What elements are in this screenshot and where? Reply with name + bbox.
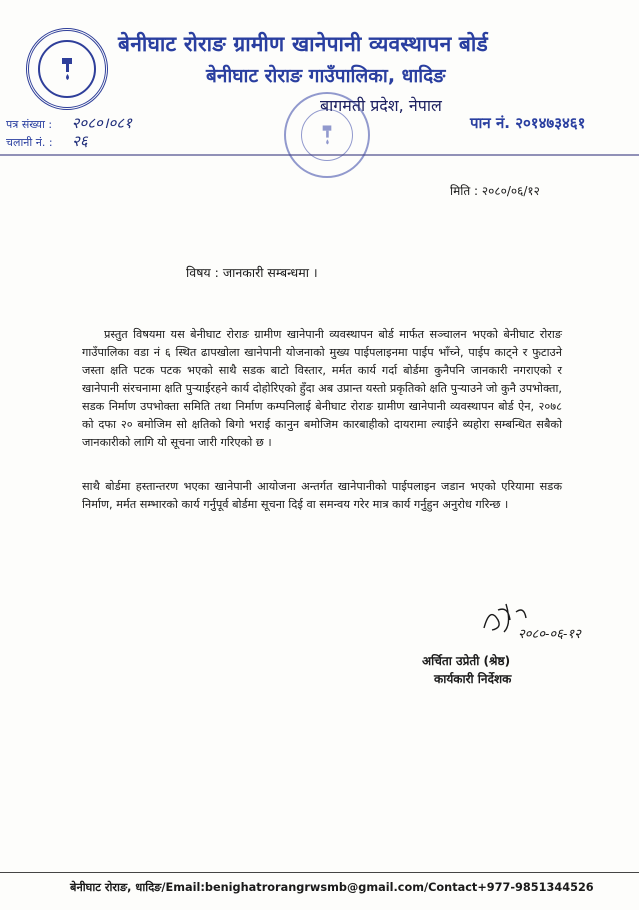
ref-value: २०८०।०८१ xyxy=(71,114,132,132)
body-paragraph-1: प्रस्तुत विषयमा यस बेनीघाट रोराङ ग्रामीण खानेपानी व्यवस्थापन बोर्ड मार्फत सञ्चालन भएको बेनीघाट रोराङ गाउँपालिका वडा नं ६ स्थित ढापखोला खानेपानी योजनाको मुख्य पाईपलाइनमा पाईप भाँच्ने, पाईप काट्ने र फुटाउने जस्ता क्षति पटक पटक भएको साथै सडक बाटो विस्तार, मर्मत कार्य गर्दा बोर्डमा कुनैपनि जानकारी नगराएको र खानेपानी संरचनामा क्षति पुऱ्याईरहने कार्य दोहोरिएको हुँदा अब उप्रान्त यस्तो प्रकृतिको क्षति पुऱ्याउने जो कुनै उपभोक्ता, सडक निर्माण उपभोक्ता समिति तथा निर्माण कम्पनिलाई बेनीघाट रोराङ ग्रामीण खानेपानी व्यवस्थापन बोर्ड ऐन, २०७८ को दफा २० बमोजिम सो क्षतिको बिगो भराई कानुन बमोजिम कारबाहीको दायरामा ल्याईने ब्यहोरा सम्बन्धित सबैको जानकारीको लागि यो सूचना जारी गरिएको छ । xyxy=(82,328,562,449)
letter-date: मिति : २०८०/०६/१२ xyxy=(450,184,540,198)
signature-date: २०८०-०६-१२ xyxy=(518,627,581,642)
subject-line: विषय : जानकारी सम्बन्धमा । xyxy=(186,265,318,280)
footer-contact: बेनीघाट रोराङ, धादिङ/Email:benighatrorangrwsmb@gmail.com/Contact+977-9851344526 xyxy=(70,881,594,894)
pan-number: पान नं. २०१४७३४६१ xyxy=(470,114,586,132)
header-divider xyxy=(0,154,639,156)
signer-title: कार्यकारी निर्देशक xyxy=(434,672,512,686)
board-logo xyxy=(26,28,108,110)
footer-divider xyxy=(0,872,639,873)
body-paragraph-2: साथै बोर्डमा हस्तान्तरण भएका खानेपानी आयोजना अन्तर्गत खानेपानीको पाईपलाइन जडान भएको एरियामा सडक निर्माण, मर्मत सम्भारको कार्य गर्नुपूर्व बोर्डमा सूचना दिई वा समन्वय गरेर मात्र कार्य गर्नुहुन अनुरोध गरिन्छ । xyxy=(82,480,562,511)
ref-number-row xyxy=(6,113,132,133)
water-tap-icon xyxy=(38,40,96,98)
dispatch-number-row xyxy=(6,131,88,151)
org-name: बेनीघाट रोराङ ग्रामीण खानेपानी व्यवस्थापन बोर्ड xyxy=(118,32,488,56)
dispatch-label: चलानी नं. : xyxy=(6,136,53,149)
ref-label: पत्र संख्या : xyxy=(6,118,53,131)
signer-name: अर्चिता उप्रेती (श्रेष्ठ) xyxy=(422,654,511,668)
dispatch-value: २६ xyxy=(72,132,88,150)
handwritten-signature xyxy=(476,598,596,646)
municipality: बेनीघाट रोराङ गाउँपालिका, धादिङ xyxy=(206,65,446,87)
province: बागमती प्रदेश, नेपाल xyxy=(320,96,442,115)
